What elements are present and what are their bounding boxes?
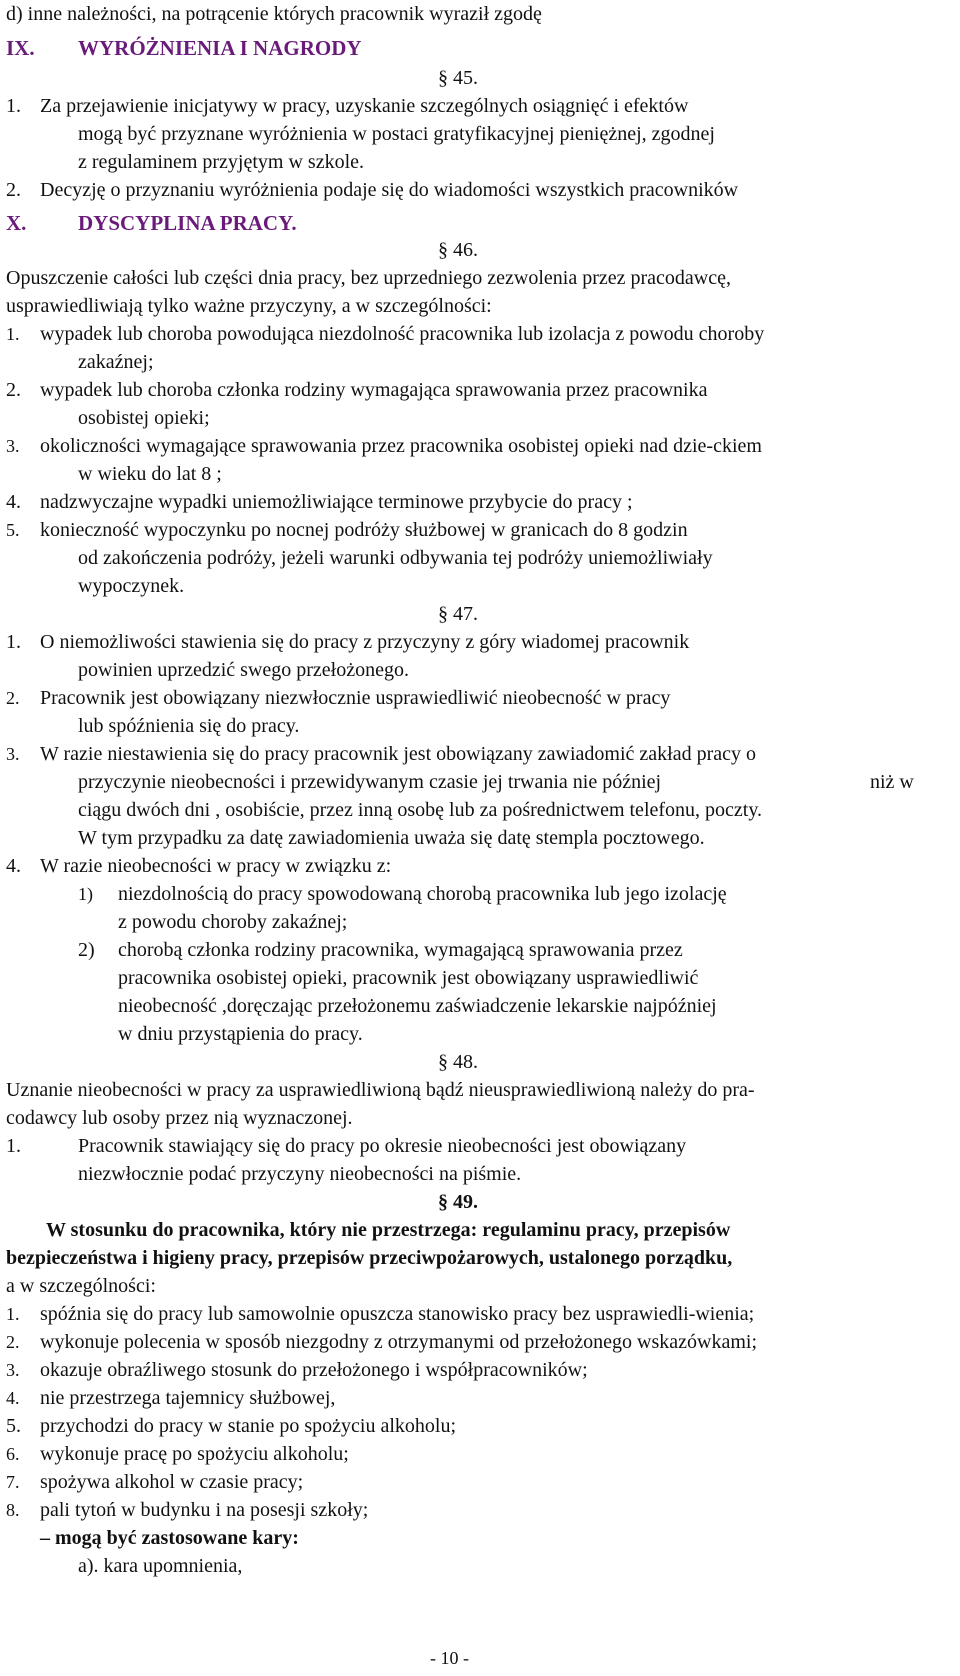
text-line: niezdolnością do pracy spowodowaną chorobą pracownika lub jego izolację bbox=[118, 883, 727, 905]
text-line: Uznanie nieobecności w pracy za usprawiedliwioną bądź nieusprawiedliwioną należy do pra- bbox=[6, 1079, 755, 1101]
text-line: powinien uprzedzić swego przełożonego. bbox=[78, 659, 409, 681]
text-line: – mogą być zastosowane kary: bbox=[40, 1527, 299, 1549]
text-line: ciągu dwóch dni , osobiście, przez inną osobę lub za pośrednictwem telefonu, poczty. bbox=[78, 799, 763, 821]
text-line: nie przestrzega tajemnicy służbowej, bbox=[40, 1387, 336, 1409]
text-line: nadzwyczajne wypadki uniemożliwiające terminowe przybycie do pracy ; bbox=[40, 491, 633, 513]
text-line: konieczność wypoczynku po nocnej podróży służbowej w granicach do 8 godzin bbox=[40, 519, 688, 541]
text-line: wypadek lub choroba powodująca niezdolność pracownika lub izolacja z powodu choroby bbox=[40, 323, 765, 345]
text-line: IX. bbox=[6, 36, 35, 60]
text-line: okoliczności wymagające sprawowania przez pracownika osobistej opieki nad dzie-ckiem bbox=[40, 435, 762, 457]
text-line: 5. bbox=[6, 520, 20, 540]
text-line: 1. bbox=[6, 95, 21, 117]
text-line: DYSCYPLINA PRACY. bbox=[78, 211, 297, 235]
text-line: 2. bbox=[6, 1332, 20, 1352]
text-line: 8. bbox=[6, 1500, 20, 1520]
text-line: przyczynie nieobecności i przewidywanym czasie jej trwania nie później bbox=[78, 771, 662, 793]
text-line: spóźnia się do pracy lub samowolnie opuszcza stanowisko pracy bez usprawiedli-wienia; bbox=[40, 1303, 755, 1325]
text-line: 4. bbox=[6, 855, 21, 877]
text-line: 1. bbox=[6, 1135, 21, 1157]
text-line: Pracownik stawiający się do pracy po okresie nieobecności jest obowiązany bbox=[78, 1135, 687, 1157]
text-line: § 48. bbox=[438, 1051, 478, 1073]
text-line: W razie niestawienia się do pracy pracownik jest obowiązany zawiadomić zakład pracy o bbox=[40, 743, 756, 765]
text-line: spożywa alkohol w czasie pracy; bbox=[40, 1471, 304, 1493]
text-line: Opuszczenie całości lub części dnia pracy, bez uprzedniego zezwolenia przez pracodawcę, bbox=[6, 267, 731, 289]
text-line: chorobą członka rodziny pracownika, wymagającą sprawowania przez bbox=[118, 939, 683, 961]
text-line: wypoczynek. bbox=[78, 575, 185, 597]
text-line: 6. bbox=[6, 1444, 20, 1464]
text-line: Decyzję o przyznaniu wyróżnienia podaje się do wiadomości wszystkich pracowników bbox=[40, 179, 739, 201]
text-line: 1. bbox=[6, 324, 20, 344]
text-line: 1) bbox=[78, 884, 93, 904]
text-line: 2. bbox=[6, 179, 21, 201]
text-line: 5. bbox=[6, 1415, 21, 1437]
text-line: wykonuje pracę po spożyciu alkoholu; bbox=[40, 1443, 349, 1465]
text-line: 7. bbox=[6, 1472, 20, 1492]
text-line: osobistej opieki; bbox=[78, 407, 210, 429]
text-line: 4. bbox=[6, 1388, 20, 1408]
text-line: W stosunku do pracownika, który nie przestrzega: regulaminu pracy, przepisów bbox=[46, 1219, 731, 1241]
text-line: 1. bbox=[6, 631, 21, 653]
text-line: pracownika osobistej opieki, pracownik jest obowiązany usprawiedliwić bbox=[118, 967, 699, 989]
text-line: codawcy lub osoby przez nią wyznaczonej. bbox=[6, 1107, 353, 1129]
text-line: bezpieczeństwa i higieny pracy, przepisów przeciwpożarowych, ustalonego porządku, bbox=[6, 1247, 733, 1269]
text-line: 2. bbox=[6, 379, 21, 401]
text-line: niż w bbox=[870, 771, 914, 793]
text-line: 2) bbox=[78, 939, 95, 961]
text-line: 1. bbox=[6, 1304, 20, 1324]
text-line: WYRÓŻNIENIA I NAGRODY bbox=[78, 36, 362, 60]
text-line: 3. bbox=[6, 1360, 20, 1380]
text-line: niezwłocznie podać przyczyny nieobecności na piśmie. bbox=[78, 1163, 522, 1185]
text-line: okazuje obraźliwego stosunk do przełożonego i współpracowników; bbox=[40, 1359, 588, 1381]
text-line: § 49. bbox=[438, 1191, 478, 1213]
text-line: usprawiedliwiają tylko ważne przyczyny, a w szczególności: bbox=[6, 295, 492, 317]
text-line: § 47. bbox=[438, 603, 478, 625]
text-line: z regulaminem przyjętym w szkole. bbox=[78, 151, 365, 173]
text-line: 3. bbox=[6, 436, 20, 456]
text-line: - 10 - bbox=[430, 1648, 469, 1668]
text-line: lub spóźnienia się do pracy. bbox=[78, 715, 300, 737]
text-line: a w szczególności: bbox=[6, 1275, 156, 1297]
text-line: Za przejawienie inicjatywy w pracy, uzyskanie szczególnych osiągnięć i efektów bbox=[40, 95, 689, 117]
text-line: § 45. bbox=[438, 67, 478, 89]
text-line: nieobecność ,doręczając przełożonemu zaświadczenie lekarskie najpóźniej bbox=[118, 995, 717, 1017]
text-line: § 46. bbox=[438, 239, 478, 261]
text-line: d) inne należności, na potrącenie których pracownik wyraził zgodę bbox=[6, 3, 542, 25]
text-line: 3. bbox=[6, 744, 20, 764]
text-line: W razie nieobecności w pracy w związku z: bbox=[40, 855, 392, 877]
text-line: w dniu przystąpienia do pracy. bbox=[118, 1023, 363, 1045]
text-line: W tym przypadku za datę zawiadomienia uważa się datę stempla pocztowego. bbox=[78, 827, 705, 849]
text-line: od zakończenia podróży, jeżeli warunki odbywania tej podróży uniemożliwiały bbox=[78, 547, 713, 569]
text-line: w wieku do lat 8 ; bbox=[78, 463, 222, 485]
text-line: wypadek lub choroba członka rodziny wymagająca sprawowania przez pracownika bbox=[40, 379, 708, 401]
text-line: O niemożliwości stawienia się do pracy z przyczyny z góry wiadomej pracownik bbox=[40, 631, 690, 653]
text-line: X. bbox=[6, 211, 27, 235]
text-line: a). kara upomnienia, bbox=[78, 1555, 243, 1577]
text-line: Pracownik jest obowiązany niezwłocznie usprawiedliwić nieobecność w pracy bbox=[40, 687, 671, 709]
text-line: 2. bbox=[6, 688, 20, 708]
text-line: przychodzi do pracy w stanie po spożyciu alkoholu; bbox=[40, 1415, 456, 1437]
text-line: wykonuje polecenia w sposób niezgodny z otrzymanymi od przełożonego wskazówkami; bbox=[40, 1331, 758, 1353]
text-line: z powodu choroby zakaźnej; bbox=[118, 911, 348, 933]
text-line: zakaźnej; bbox=[78, 351, 154, 373]
text-line: pali tytoń w budynku i na posesji szkoły; bbox=[40, 1499, 369, 1521]
text-line: mogą być przyznane wyróżnienia w postaci gratyfikacyjnej pieniężnej, zgodnej bbox=[78, 123, 715, 145]
text-line: 4. bbox=[6, 491, 21, 513]
